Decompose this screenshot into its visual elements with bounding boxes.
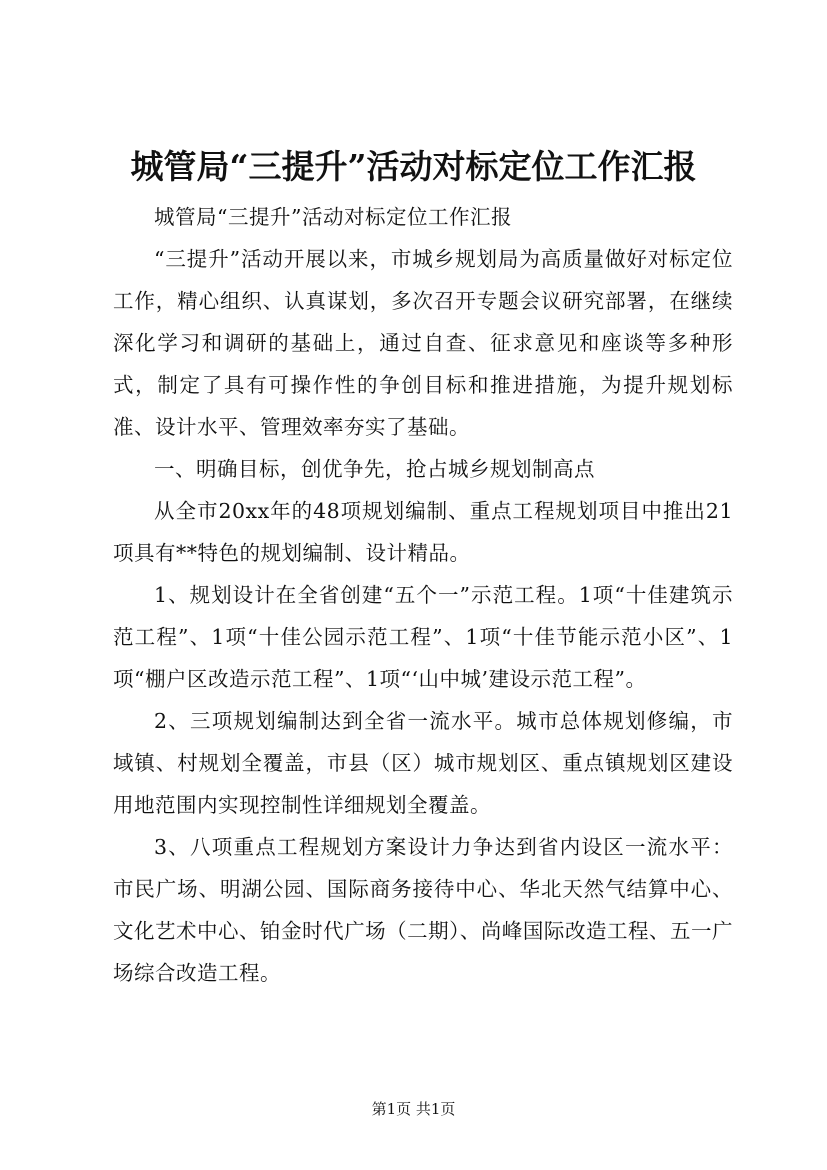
paragraph-intro: “三提升”活动开展以来，市城乡规划局为高质量做好对标定位工作，精心组织、认真谋划，多次召开专题会议研究部署，在继续深化学习和调研的基础上，通过自查、征求意见和座谈等多种形式，制定了具有可操作性的争创目标和推进措施，为提升规划标准、设计水平、管理效率夯实了基础。 xyxy=(113,247,733,439)
paragraph-overview: 从全市20xx年的48项规划编制、重点工程规划项目中推出21项具有**特色的规划编制、设计精品。 xyxy=(113,499,733,565)
document-title: 城管局“三提升”活动对标定位工作汇报 xyxy=(130,147,697,186)
paragraph-item-2: 2、三项规划编制达到全省一流水平。城市总体规划修编，市域镇、村规划全覆盖，市县（区）城市规划区、重点镇规划区建设用地范围内实现控制性详细规划全覆盖。 xyxy=(113,709,733,817)
section-heading-1: 一、明确目标，创优争先，抢占城乡规划制高点 xyxy=(154,457,595,481)
paragraph-subtitle: 城管局“三提升”活动对标定位工作汇报 xyxy=(154,205,512,229)
paragraph-item-1: 1、规划设计在全省创建“五个一”示范工程。1项“十佳建筑示范工程”、1项“十佳公园示范工程”、1项“十佳节能示范小区”、1项“棚户区改造示范工程”、1项“‘山中城’建设示范工程”。 xyxy=(113,583,733,691)
paragraph-item-3: 3、八项重点工程规划方案设计力争达到省内设区一流水平：市民广场、明湖公园、国际商务接待中心、华北天然气结算中心、文化艺术中心、铂金时代广场（二期）、尚峰国际改造工程、五一广场综合改造工程。 xyxy=(113,835,733,985)
page-number-footer: 第1页 共1页 xyxy=(371,1100,456,1118)
document-body xyxy=(113,196,733,994)
